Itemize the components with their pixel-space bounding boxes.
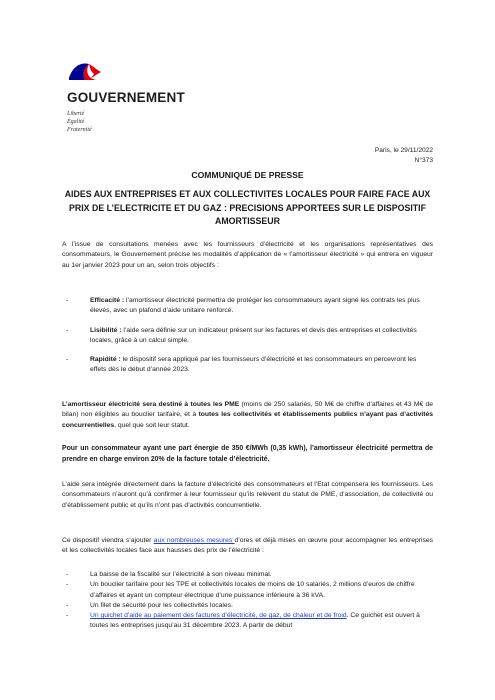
- press-release-meta: [375, 146, 433, 166]
- intro-paragraph: A l’issue de consultations menées avec les fournisseurs d’électricité et les organisations représentatives des consommateurs, le Gouvernement précise les modalités d’application de « l’amortisseur électricité » qui entrera en vigueur au 1er janvier 2023 pour un an, selon trois objectifs :: [62, 241, 433, 269]
- energy-paragraph: Pour un consommateur ayant une part énergie de 350 €/MWh (0,35 kWh), l’amortisseur électricité permettra de prendre en charge environ 20% de la facture totale d’électricité.: [62, 445, 433, 463]
- measures-link[interactable]: aux nombreuses mesures: [153, 537, 235, 544]
- date-line: Paris, le 29/11/2022: [374, 147, 433, 154]
- document-title: AIDES AUX ENTREPRISES ET AUX COLLECTIVITES LOCALES POUR FAIRE FACE AUX PRIX DE L’ELECTRICITE ET DU GAZ : PRECISIONS APPORTEES SUR LE DISPOSITIF AMORTISSEUR: [64, 189, 431, 226]
- target-paragraph: L’amortisseur électricité sera destiné à toutes les PME (moins de 250 salariés, 50 M€ de chiffre d’affaires et 43 M€ de bilan) non éligibles au bouclier tarifaire, et à toutes les collectivités et établissements publics n’ayant pas d’activités concurrentielles, quel que soit leur statut.: [62, 401, 434, 429]
- marianne-icon: [67, 58, 103, 82]
- list-item: - Efficacité : l’amortisseur électricité permettra de protéger les consommateurs ayant signé les contrats les plus élevés, avec un plafond d’aide unitaire renforcé.: [66, 297, 420, 315]
- measures-list: [62, 570, 433, 632]
- release-number: N°373: [414, 157, 433, 164]
- list-item: - Lisibilité : l’aide sera définie sur un indicateur présent sur les factures et devis des entreprises et collectivités locales, grâce à un calcul simple.: [66, 326, 417, 344]
- integration-paragraph: L’aide sera intégrée directement dans la facture d’électricité des consommateurs et l’Etat compensera les fournisseurs. Les consommateurs n’auront qu’à confirmer à leur fournisseur qu’ils relèvent du statut de PME, d’association, de collectivité ou d’établissement public et qu’ils n’ont pas d’activités concurrentielle.: [62, 481, 433, 509]
- list-item: - La baisse de la fiscalité sur l’électricité à son niveau minimal.: [66, 571, 272, 578]
- motto: Liberté Égalité Fraternité: [67, 111, 92, 133]
- list-item: - Un bouclier tarifaire pour les TPE et collectivités locales de moins de 10 salariés, 2 millions d’euros de chiffre d’affaires et ayant un compteur électrique d’une puissance inférieure à 36 kVA.: [66, 581, 415, 599]
- measures-paragraph: Ce dispositif viendra s’ajouter aux nombreuses mesures d’ores et déjà mises en œuvre pour accompagner les entreprises et les collectivités locales face aux hausses des prix de l’électricité :: [62, 537, 433, 555]
- government-logo: [67, 58, 187, 134]
- list-item: - Rapidité : le dispositif sera appliqué par les fournisseurs d’électricité et les consommateurs en percevront les effets dès le début d’année 2023.: [66, 356, 417, 374]
- org-name: GOUVERNEMENT: [67, 90, 185, 105]
- list-item: - Un filet de sécurité pour les collectivités locales.: [66, 601, 233, 609]
- objectives-list: [62, 296, 433, 385]
- list-item: - Un guichet d’aide au paiement des factures d’électricité, de gaz, de chaleur et de froid. Ce guichet est ouvert à toutes les entreprises jusqu’au 31 décembre 2023. A partir de début: [66, 612, 420, 630]
- document-kicker: COMMUNIQUÉ DE PRESSE: [191, 170, 304, 180]
- guichet-link[interactable]: Un guichet d’aide au paiement des factures d’électricité, de gaz, de chaleur et de froid: [90, 612, 347, 620]
